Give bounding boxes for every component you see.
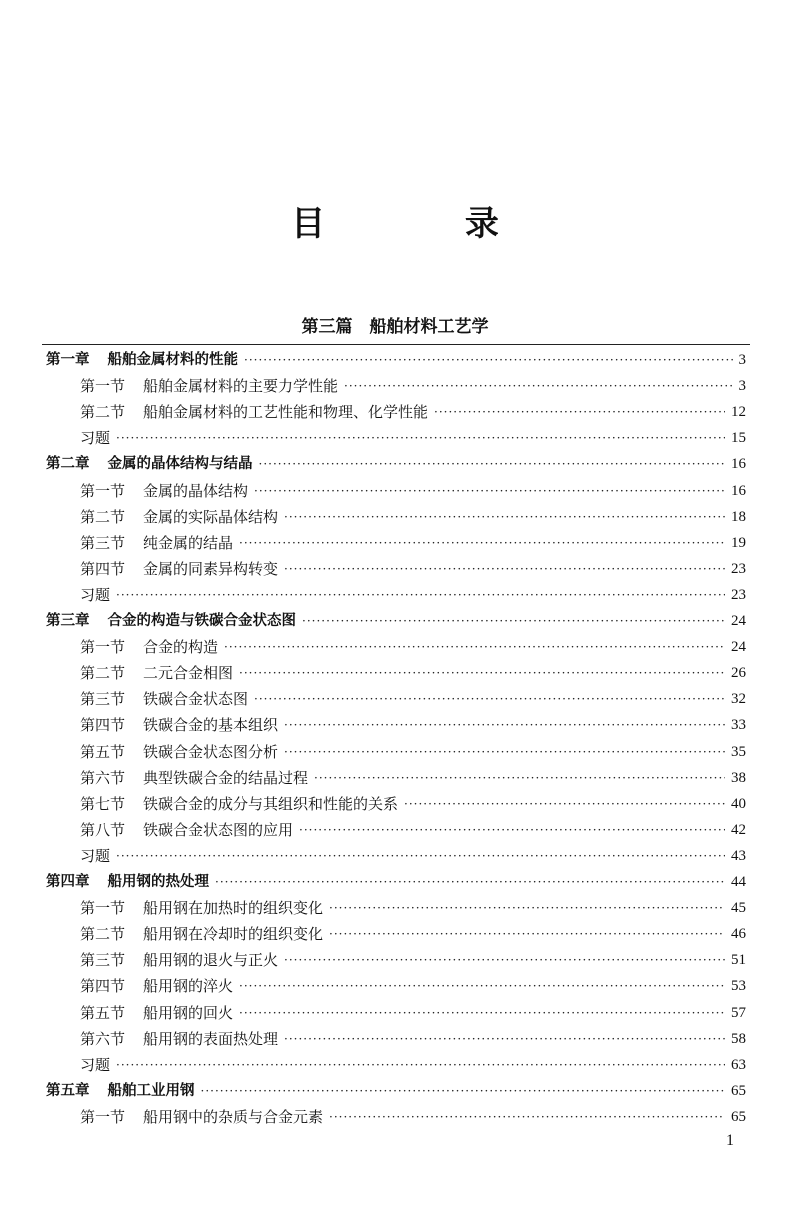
toc-entry-title: 习题 <box>80 1055 111 1074</box>
toc-entry-page: 35 <box>731 743 746 760</box>
toc-entry-number: 第二节 <box>80 507 126 526</box>
toc-entry-title: 船舶工业用钢 <box>107 1082 195 1099</box>
toc-entry-page: 16 <box>731 482 746 499</box>
toc-entry-section[interactable] <box>80 634 746 660</box>
toc-entry-number: 第一节 <box>80 899 126 918</box>
divider <box>42 344 750 345</box>
toc-entry-section[interactable] <box>80 791 746 817</box>
toc-entry-section[interactable] <box>80 947 746 973</box>
toc-entry-number: 第四节 <box>80 559 126 578</box>
toc-entry-chapter[interactable] <box>46 347 746 373</box>
toc-entry-number: 第一节 <box>80 638 126 657</box>
toc-entry-page: 45 <box>731 900 746 917</box>
toc-entry-number: 第一章 <box>46 352 90 368</box>
toc-entry-section[interactable] <box>80 686 746 712</box>
toc-entry-chapter[interactable] <box>46 451 746 477</box>
toc-entry-chapter[interactable] <box>46 1078 746 1104</box>
dot-leader <box>116 1052 725 1078</box>
toc-entry-number: 第二章 <box>46 456 90 473</box>
toc-entry-title: 金属的实际晶体结构 <box>143 507 279 526</box>
part-heading: 第三篇 船舶材料工艺学 <box>301 317 489 337</box>
toc-entry-section[interactable] <box>80 478 746 504</box>
toc-entry-number: 第五节 <box>80 1003 126 1022</box>
toc-entry-title: 船舶金属材料的工艺性能和物理、化学性能 <box>143 403 429 422</box>
dot-leader <box>239 660 725 686</box>
toc-entry-section[interactable] <box>80 817 746 843</box>
dot-leader <box>314 765 725 791</box>
dot-leader <box>302 608 725 634</box>
toc-entry-title: 船舶金属材料的主要力学性能 <box>143 377 339 396</box>
dot-leader <box>284 739 725 765</box>
toc-entry-section[interactable] <box>80 1026 746 1052</box>
toc-entry-page: 57 <box>731 1004 746 1021</box>
toc-entry-page: 51 <box>731 952 746 969</box>
toc-entry-page: 19 <box>731 534 746 551</box>
toc-entry-section[interactable] <box>80 504 746 530</box>
toc-entry-page: 65 <box>731 1108 746 1125</box>
toc-entry-title: 合金的构造 <box>143 638 219 657</box>
dot-leader <box>116 425 725 451</box>
dot-leader <box>329 1104 725 1130</box>
dot-leader <box>344 373 732 399</box>
toc-entry-section[interactable] <box>80 660 746 686</box>
toc-entry-page: 16 <box>731 456 746 473</box>
toc-entry-page: 3 <box>738 378 746 395</box>
toc-entry-number: 第三节 <box>80 533 126 552</box>
dot-leader <box>284 947 725 973</box>
toc-entry-page: 53 <box>731 978 746 995</box>
toc-entry-title: 习题 <box>80 429 111 448</box>
toc-entry-page: 24 <box>731 613 746 629</box>
toc-entry-number: 第二节 <box>80 925 126 944</box>
toc-entry-section[interactable] <box>80 895 746 921</box>
dot-leader <box>259 451 726 477</box>
toc-entry-page: 33 <box>731 717 746 734</box>
toc-entry-number: 第三节 <box>80 690 126 709</box>
toc-entry-section[interactable] <box>80 765 746 791</box>
toc-entry-section[interactable] <box>80 739 746 765</box>
toc-entry-title: 金属的同素异构转变 <box>143 559 279 578</box>
toc-entry-page: 63 <box>731 1056 746 1073</box>
toc-entry-number: 第五章 <box>46 1082 90 1099</box>
toc-entry-title: 船用钢的热处理 <box>107 874 209 890</box>
toc-entry-title: 合金的构造与铁碳合金状态图 <box>107 613 296 629</box>
toc-entry-page: 44 <box>731 874 746 890</box>
toc-entry-section[interactable] <box>80 399 746 425</box>
toc-entry-page: 12 <box>731 404 746 421</box>
dot-leader <box>224 634 725 660</box>
toc-entry-title: 二元合金相图 <box>143 664 234 683</box>
toc-entry-page: 38 <box>731 769 746 786</box>
toc-entry-title: 铁碳合金的成分与其组织和性能的关系 <box>143 794 399 813</box>
dot-leader <box>254 686 725 712</box>
toc-entry-page: 43 <box>731 847 746 864</box>
toc-entry-page: 46 <box>731 926 746 943</box>
toc-entry-exercise[interactable] <box>80 843 746 869</box>
dot-leader <box>239 973 725 999</box>
dot-leader <box>244 347 733 373</box>
toc-entry-number: 第一节 <box>80 481 126 500</box>
toc-entry-page: 65 <box>731 1082 746 1099</box>
toc-entry-title: 船用钢在加热时的组织变化 <box>143 899 324 918</box>
toc-entry-title: 船用钢的淬火 <box>143 977 234 996</box>
toc-entry-title: 船用钢中的杂质与合金元素 <box>143 1107 324 1126</box>
toc-entry-page: 58 <box>731 1030 746 1047</box>
toc-entry-number: 第八节 <box>80 820 126 839</box>
toc-entry-title: 金属的晶体结构与结晶 <box>107 456 253 473</box>
toc-entry-page: 32 <box>731 691 746 708</box>
dot-leader <box>116 843 725 869</box>
toc-entry-section[interactable] <box>80 1104 746 1130</box>
dot-leader <box>284 712 725 738</box>
toc-entry-page: 42 <box>731 821 746 838</box>
toc-entry-number: 第六节 <box>80 768 126 787</box>
dot-leader <box>215 869 725 895</box>
toc-entry-section[interactable] <box>80 530 746 556</box>
toc-entry-page: 24 <box>731 639 746 656</box>
toc-entry-number: 第七节 <box>80 794 126 813</box>
toc-entry-title: 船用钢的退火与正火 <box>143 951 279 970</box>
toc-entry-number: 第二节 <box>80 403 126 422</box>
toc-entry-chapter[interactable] <box>46 608 746 634</box>
toc-entry-title: 铁碳合金的基本组织 <box>143 716 279 735</box>
toc-entry-page: 23 <box>731 560 746 577</box>
toc-entry-page: 15 <box>731 430 746 447</box>
dot-leader <box>404 791 725 817</box>
toc-entry-number: 第一节 <box>80 377 126 396</box>
toc-entry-chapter[interactable] <box>46 869 746 895</box>
toc-entry-section[interactable] <box>80 712 746 738</box>
dot-leader <box>116 582 725 608</box>
toc-entry-title: 船用钢的表面热处理 <box>143 1029 279 1048</box>
dot-leader <box>239 1000 725 1026</box>
toc-entry-section[interactable] <box>80 373 746 399</box>
toc-entry-title: 纯金属的结晶 <box>143 533 234 552</box>
toc-entry-number: 第三节 <box>80 951 126 970</box>
toc-entry-number: 第五节 <box>80 742 126 761</box>
toc-entry-number: 第四节 <box>80 716 126 735</box>
toc-entry-section[interactable] <box>80 973 746 999</box>
toc-entry-exercise[interactable] <box>80 425 746 451</box>
toc-entry-title: 铁碳合金状态图 <box>143 690 249 709</box>
toc-entry-title: 典型铁碳合金的结晶过程 <box>143 768 309 787</box>
dot-leader <box>284 504 725 530</box>
toc-entry-title: 铁碳合金状态图的应用 <box>143 820 294 839</box>
page-number: 1 <box>726 1132 734 1149</box>
toc-entry-title: 金属的晶体结构 <box>143 481 249 500</box>
dot-leader <box>329 921 725 947</box>
dot-leader <box>329 895 725 921</box>
toc-entry-page: 40 <box>731 795 746 812</box>
toc-entry-section[interactable] <box>80 556 746 582</box>
toc-entry-page: 18 <box>731 508 746 525</box>
toc-entry-number: 第四节 <box>80 977 126 996</box>
toc-entry-page: 3 <box>738 352 746 368</box>
toc-entry-title: 习题 <box>80 585 111 604</box>
toc-entry-title: 船舶金属材料的性能 <box>107 352 238 368</box>
toc-entry-title: 铁碳合金状态图分析 <box>143 742 279 761</box>
dot-leader <box>434 399 725 425</box>
toc-entry-title: 船用钢的回火 <box>143 1003 234 1022</box>
toc-entry-number: 第一节 <box>80 1107 126 1126</box>
page-title: 目 录 <box>291 204 563 244</box>
dot-leader <box>299 817 725 843</box>
toc-entry-section[interactable] <box>80 921 746 947</box>
dot-leader <box>284 556 725 582</box>
dot-leader <box>201 1078 726 1104</box>
toc-entry-exercise[interactable] <box>80 582 746 608</box>
toc-entry-number: 第三章 <box>46 613 90 629</box>
toc-entry-exercise[interactable] <box>80 1052 746 1078</box>
dot-leader <box>284 1026 725 1052</box>
toc-entry-section[interactable] <box>80 1000 746 1026</box>
toc-entry-number: 第二节 <box>80 664 126 683</box>
dot-leader <box>239 530 725 556</box>
dot-leader <box>254 478 725 504</box>
toc-entry-page: 23 <box>731 586 746 603</box>
toc-entry-number: 第六节 <box>80 1029 126 1048</box>
toc-entry-page: 26 <box>731 665 746 682</box>
toc-entry-title: 习题 <box>80 846 111 865</box>
toc-entry-title: 船用钢在冷却时的组织变化 <box>143 925 324 944</box>
toc-entry-number: 第四章 <box>46 874 90 890</box>
